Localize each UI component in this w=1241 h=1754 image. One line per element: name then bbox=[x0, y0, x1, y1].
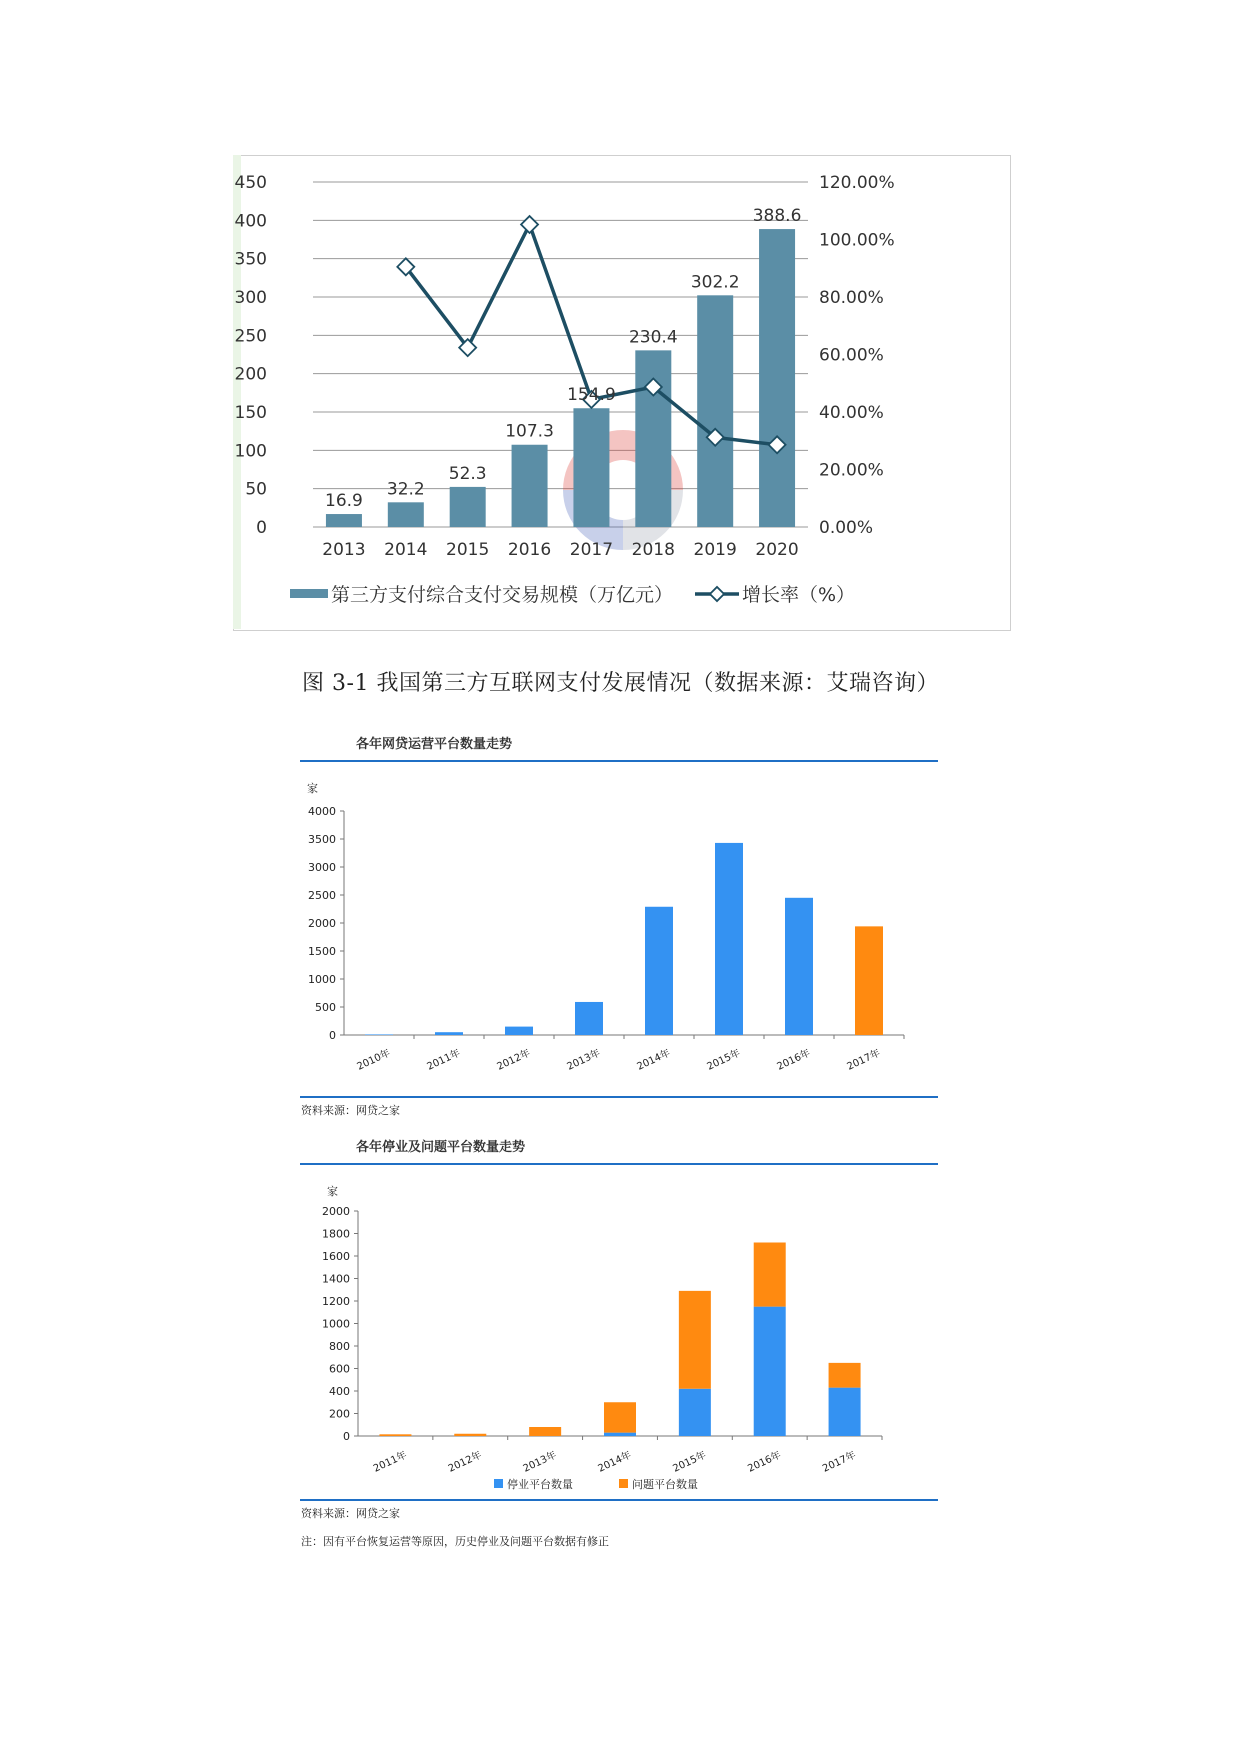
chart1-x-tick: 2015 bbox=[446, 540, 490, 560]
chart1-y2-tick: 60.00% bbox=[819, 345, 884, 366]
chart3-y-tick: 200 bbox=[329, 1407, 350, 1421]
chart2-title: 各年网贷运营平台数量走势 bbox=[356, 737, 513, 752]
chart3-bar-problem bbox=[379, 1434, 411, 1436]
chart3-bar-closed bbox=[679, 1389, 711, 1436]
chart1-bar bbox=[512, 445, 548, 527]
chart3-bar-closed bbox=[754, 1307, 786, 1436]
chart3-unit-label: 家 bbox=[327, 1185, 338, 1198]
chart3-bar-problem bbox=[529, 1427, 561, 1436]
chart2-y-tick: 4000 bbox=[308, 805, 336, 818]
chart2-y-tick: 2000 bbox=[308, 917, 336, 930]
chart1-data-label: 230.4 bbox=[628, 327, 678, 348]
chart1-y-tick: 400 bbox=[234, 211, 267, 232]
closed-problem-platform-chart bbox=[300, 1200, 940, 1490]
chart3-x-tick: 2016年 bbox=[746, 1449, 783, 1475]
chart3-bar-closed bbox=[604, 1433, 636, 1436]
chart1-x-tick: 2018 bbox=[631, 540, 675, 560]
chart2-bars bbox=[365, 843, 883, 1035]
chart3-legend-problem-swatch bbox=[619, 1479, 628, 1488]
chart1-data-label: 107.3 bbox=[505, 421, 554, 442]
chart3-source: 资料来源：网贷之家 bbox=[301, 1507, 400, 1520]
chart3-y-tick: 800 bbox=[329, 1340, 350, 1353]
chart1-data-label: 16.9 bbox=[325, 491, 363, 512]
chart1-y2-tick: 20.00% bbox=[819, 460, 884, 481]
chart1-y-tick: 100 bbox=[234, 441, 267, 462]
chart1-y-tick: 200 bbox=[234, 364, 267, 385]
chart1-x-tick: 2017 bbox=[569, 540, 614, 560]
chart1-bar bbox=[573, 408, 609, 527]
chart2-top-rule bbox=[300, 760, 938, 762]
chart2-x-tick: 2014年 bbox=[635, 1047, 673, 1073]
chart3-x-tick: 2011年 bbox=[371, 1449, 409, 1475]
chart2-x-tick: 2010年 bbox=[355, 1047, 393, 1073]
chart1-x-tick: 2014 bbox=[384, 540, 428, 560]
chart2-y-tick: 0 bbox=[329, 1029, 336, 1042]
chart3-y-tick: 600 bbox=[329, 1362, 350, 1376]
chart1-y2-tick: 40.00% bbox=[819, 403, 884, 423]
chart2-y-tick: 3500 bbox=[308, 833, 336, 846]
chart1-legend bbox=[290, 584, 855, 606]
chart3-x-tick: 2015年 bbox=[671, 1449, 709, 1475]
chart1-data-label: 302.2 bbox=[690, 272, 740, 293]
chart3-legend-closed-swatch bbox=[494, 1479, 503, 1488]
chart3-bar-closed bbox=[829, 1388, 861, 1436]
chart1-data-label: 52.3 bbox=[448, 463, 487, 484]
chart1-x-tick: 2013 bbox=[322, 540, 366, 560]
chart3-bar-problem bbox=[604, 1402, 636, 1432]
chart1-data-label: 154.9 bbox=[567, 385, 616, 406]
chart3-x-tick: 2014年 bbox=[596, 1449, 634, 1475]
chart2-bar bbox=[785, 898, 813, 1035]
chart3-y-tick: 1200 bbox=[322, 1295, 350, 1308]
chart3-y-tick: 1800 bbox=[322, 1227, 350, 1241]
payment-scale-chart bbox=[233, 155, 1009, 629]
platform-count-chart bbox=[300, 800, 940, 1090]
chart1-legend-line-label: 增长率（%） bbox=[742, 584, 856, 606]
chart2-y-tick: 500 bbox=[315, 1001, 336, 1014]
chart2-bar bbox=[365, 1034, 393, 1035]
chart2-bottom-rule bbox=[300, 1096, 938, 1098]
chart2-bar bbox=[855, 926, 883, 1035]
chart3-y-tick: 2000 bbox=[322, 1205, 350, 1218]
chart1-legend-bar-label: 第三方支付综合支付交易规模（万亿元） bbox=[331, 584, 674, 606]
chart3-x-tick: 2017年 bbox=[821, 1449, 858, 1475]
chart1-y-tick: 300 bbox=[234, 288, 267, 308]
chart1-legend-bar-swatch bbox=[290, 589, 328, 598]
chart1-gridlines bbox=[313, 182, 808, 527]
chart3-title: 各年停业及问题平台数量走势 bbox=[356, 1140, 526, 1155]
chart2-x-tick: 2011年 bbox=[425, 1047, 463, 1073]
chart1-y-tick: 150 bbox=[234, 403, 267, 423]
chart2-bar bbox=[645, 907, 673, 1035]
chart3-y-tick: 0 bbox=[343, 1430, 350, 1443]
chart2-x-tick: 2013年 bbox=[565, 1047, 603, 1073]
chart1-y-tick: 0 bbox=[256, 518, 267, 538]
chart1-x-tick: 2016 bbox=[507, 540, 552, 560]
chart1-y-tick: 450 bbox=[234, 173, 267, 193]
chart3-bottom-rule bbox=[300, 1499, 938, 1501]
chart3-x-tick: 2012年 bbox=[446, 1449, 484, 1475]
figure-caption: 图 3-1 我国第三方互联网支付发展情况（数据来源：艾瑞咨询） bbox=[302, 671, 939, 696]
chart3-top-rule bbox=[300, 1163, 938, 1165]
chart2-bar bbox=[575, 1002, 603, 1035]
chart1-y2-tick: 80.00% bbox=[819, 288, 884, 308]
chart1-data-label: 32.2 bbox=[386, 479, 425, 500]
chart1-y2-tick: 120.00% bbox=[819, 173, 895, 193]
chart1-y-tick: 350 bbox=[234, 249, 267, 270]
chart1-bar bbox=[635, 350, 671, 527]
chart2-bar bbox=[715, 843, 743, 1035]
chart2-y-tick: 3000 bbox=[308, 861, 336, 874]
chart1-bar bbox=[326, 514, 362, 527]
chart2-y-tick: 2500 bbox=[308, 889, 336, 902]
chart3-y-tick: 1600 bbox=[322, 1250, 350, 1263]
chart1-bar bbox=[697, 295, 733, 527]
chart1-data-label: 388.6 bbox=[752, 206, 802, 227]
chart1-y2-tick: 0.00% bbox=[819, 518, 874, 538]
chart2-x-tick: 2016年 bbox=[775, 1047, 813, 1073]
chart1-y2-tick: 100.00% bbox=[819, 230, 895, 251]
chart2-unit-label: 家 bbox=[307, 782, 318, 795]
chart3-bar-problem bbox=[829, 1363, 861, 1388]
chart3-legend-problem-label: 问题平台数量 bbox=[632, 1478, 698, 1490]
chart1-bar bbox=[759, 229, 795, 527]
chart1-legend-line-marker bbox=[710, 587, 724, 601]
chart2-y-tick: 1500 bbox=[308, 945, 336, 958]
chart2-bar bbox=[505, 1027, 533, 1035]
chart3-y-tick: 400 bbox=[329, 1385, 350, 1398]
chart3-bar-problem bbox=[679, 1291, 711, 1389]
chart3-x-tick: 2013年 bbox=[521, 1449, 559, 1475]
chart1-growth-point bbox=[521, 216, 538, 233]
chart2-y-tick: 1000 bbox=[308, 973, 336, 986]
chart2-axes bbox=[340, 811, 904, 1039]
chart2-source: 资料来源：网贷之家 bbox=[301, 1104, 400, 1117]
chart1-y-tick: 50 bbox=[245, 479, 267, 500]
chart3-bar-problem bbox=[754, 1243, 786, 1307]
chart2-x-tick: 2012年 bbox=[495, 1047, 533, 1073]
chart3-legend-closed-label: 停业平台数量 bbox=[507, 1478, 573, 1490]
chart2-x-tick: 2017年 bbox=[845, 1047, 883, 1073]
chart1-y-tick: 250 bbox=[234, 326, 267, 347]
chart2-bar bbox=[435, 1032, 463, 1035]
chart1-bar bbox=[450, 487, 486, 527]
chart3-note: 注：因有平台恢复运营等原因，历史停业及问题平台数据有修正 bbox=[301, 1535, 609, 1548]
chart3-y-tick: 1400 bbox=[322, 1272, 350, 1286]
chart1-bar bbox=[388, 502, 424, 527]
chart1-x-tick: 2019 bbox=[693, 540, 737, 560]
chart3-bar-problem bbox=[454, 1434, 486, 1436]
chart3-y-tick: 1000 bbox=[322, 1317, 350, 1331]
chart2-x-tick: 2015年 bbox=[705, 1047, 743, 1073]
chart3-bars bbox=[379, 1243, 860, 1437]
chart3-legend bbox=[494, 1477, 698, 1490]
chart1-x-tick: 2020 bbox=[755, 540, 799, 560]
